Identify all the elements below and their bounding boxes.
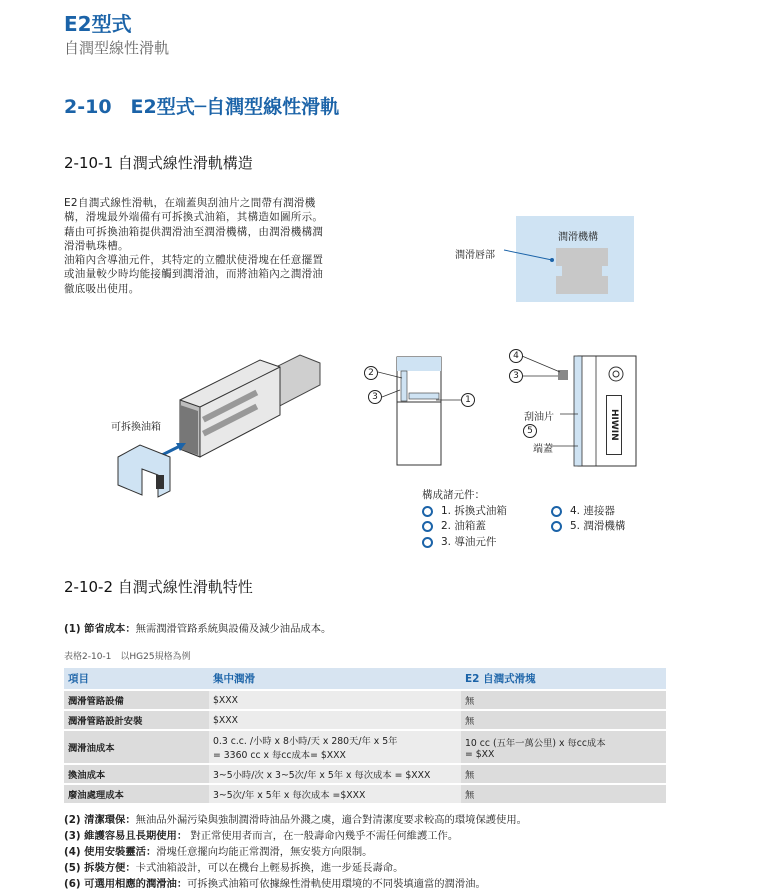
label-end-cap: 端蓋 — [533, 444, 553, 455]
table-cell-item: 潤滑管路設計安裝 — [64, 710, 209, 730]
bullet-icon — [422, 537, 433, 548]
label-lubrication-lip: 潤滑唇部 — [455, 250, 495, 261]
table-row — [64, 690, 666, 710]
table-cell-e2: 無 — [461, 710, 666, 730]
table-cell-item: 換油成本 — [64, 764, 209, 784]
para-line: 油箱內含導油元件，其特定的立體狀使滑塊在任意擺置 — [64, 254, 324, 267]
table-cell-e2: 10 cc (五年一萬公里) x 每cc成本 = $XX — [461, 730, 666, 764]
callout-leaders-left — [376, 370, 466, 410]
legend-item: 2. 油箱蓋 — [422, 518, 486, 533]
callout-3-left: 3 — [368, 390, 382, 404]
legend-item: 5. 潤滑機構 — [551, 518, 625, 533]
brand-logo: HIWIN — [606, 395, 622, 455]
para-line: 徹底吸出使用。 — [64, 282, 140, 295]
para-line: 滑滑軌珠槽。 — [64, 239, 129, 252]
para-line: 藉由可拆換油箱提供潤滑油至潤滑機構，由潤滑機構潤 — [64, 225, 324, 238]
table-header-cell: 項目 — [64, 668, 209, 690]
callout-3-right: 3 — [509, 369, 523, 383]
table-cell-central: $XXX — [209, 690, 461, 710]
legend-item: 4. 連接器 — [551, 503, 615, 518]
table-cell-item: 廢油處理成本 — [64, 784, 209, 804]
page-header-subtitle: 自潤型線性滑軌 — [64, 39, 170, 57]
feature-point-3: (3) 維護容易且長期使用： 對正常使用者而言，在一般壽命內幾乎不需任何維護工作。 — [64, 830, 459, 842]
table-row — [64, 764, 666, 784]
subsection-title-structure: 2-10-1 自潤式線性滑軌構造 — [64, 154, 253, 172]
table-cell-central: 3~5次/年 x 5年 x 每次成本 =$XXX — [209, 784, 461, 804]
feature-point-2: (2) 清潔環保：無油品外漏污染與強制潤滑時油品外濺之虞，適合對清潔度要求較高的環境保護使用。 — [64, 814, 527, 826]
table-row — [64, 784, 666, 804]
legend-item: 3. 導油元件 — [422, 534, 496, 549]
para-line: 構，滑塊最外端備有可拆換式油箱，其構造如圖所示。 — [64, 211, 324, 224]
table-cell-e2: 無 — [461, 690, 666, 710]
callout-1: 1 — [461, 393, 475, 407]
label-scraper: 刮油片 — [524, 412, 554, 423]
table-header-cell: E2 自潤式滑塊 — [461, 668, 666, 690]
table-header-row — [64, 668, 666, 690]
feature-point-5: (5) 拆裝方便：卡式油箱設計，可以在機台上輕易拆換，進一步延長壽命。 — [64, 862, 404, 874]
table-cell-central: 3~5小時/次 x 3~5次/年 x 5年 x 每次成本 = $XXX — [209, 764, 461, 784]
table-cell-e2: 無 — [461, 764, 666, 784]
table-cell-e2: 無 — [461, 784, 666, 804]
callout-2: 2 — [364, 366, 378, 380]
label-lubrication-mechanism: 潤滑機構 — [558, 232, 598, 243]
cost-comparison-table — [64, 668, 666, 805]
table-cell-central: $XXX — [209, 710, 461, 730]
section-title: 2-10 E2型式─自潤型線性滑軌 — [64, 96, 340, 118]
callout-4: 4 — [509, 349, 523, 363]
bullet-icon — [551, 521, 562, 532]
bullet-icon — [422, 506, 433, 517]
components-legend-title: 構成諸元件： — [422, 489, 485, 501]
bullet-icon — [422, 521, 433, 532]
table-caption: 表格2-10-1 以HG25規格為例 — [64, 652, 191, 662]
feature-point-4: (4) 使用安裝靈活：滑塊任意擺向均能正常潤滑，無安裝方向限制。 — [64, 846, 373, 858]
table-row — [64, 730, 666, 764]
subsection-title-features: 2-10-2 自潤式線性滑軌特性 — [64, 578, 253, 596]
structure-description — [64, 196, 369, 296]
legend-item: 1. 拆換式油箱 — [422, 503, 507, 518]
table-cell-central: 0.3 c.c. /小時 x 8小時/天 x 280天/年 x 5年 = 3360 cc x 每cc成本= $XXX — [209, 730, 461, 764]
feature-point-1: (1) 節省成本：無需潤滑管路系統與設備及減少油品成本。 — [64, 623, 332, 635]
table-cell-item: 潤滑油成本 — [64, 730, 209, 764]
para-line: E2自潤式線性滑軌，在端蓋與刮油片之間帶有潤滑機 — [64, 197, 316, 209]
table-row — [64, 710, 666, 730]
table-cell-item: 潤滑管路設備 — [64, 690, 209, 710]
table-header-cell: 集中潤滑 — [209, 668, 461, 690]
para-line: 或油量較少時均能接觸到潤滑油，而將油箱內之潤滑油 — [64, 268, 324, 281]
feature-point-6: (6) 可選用相應的潤滑油：可拆換式油箱可依據線性滑軌使用環境的不同裝填適當的潤滑油。 — [64, 878, 486, 890]
page-header-title: E2型式 — [64, 12, 132, 36]
bullet-icon — [551, 506, 562, 517]
callout-5: 5 — [523, 424, 537, 438]
label-removable-oil-box: 可拆換油箱 — [111, 422, 161, 433]
